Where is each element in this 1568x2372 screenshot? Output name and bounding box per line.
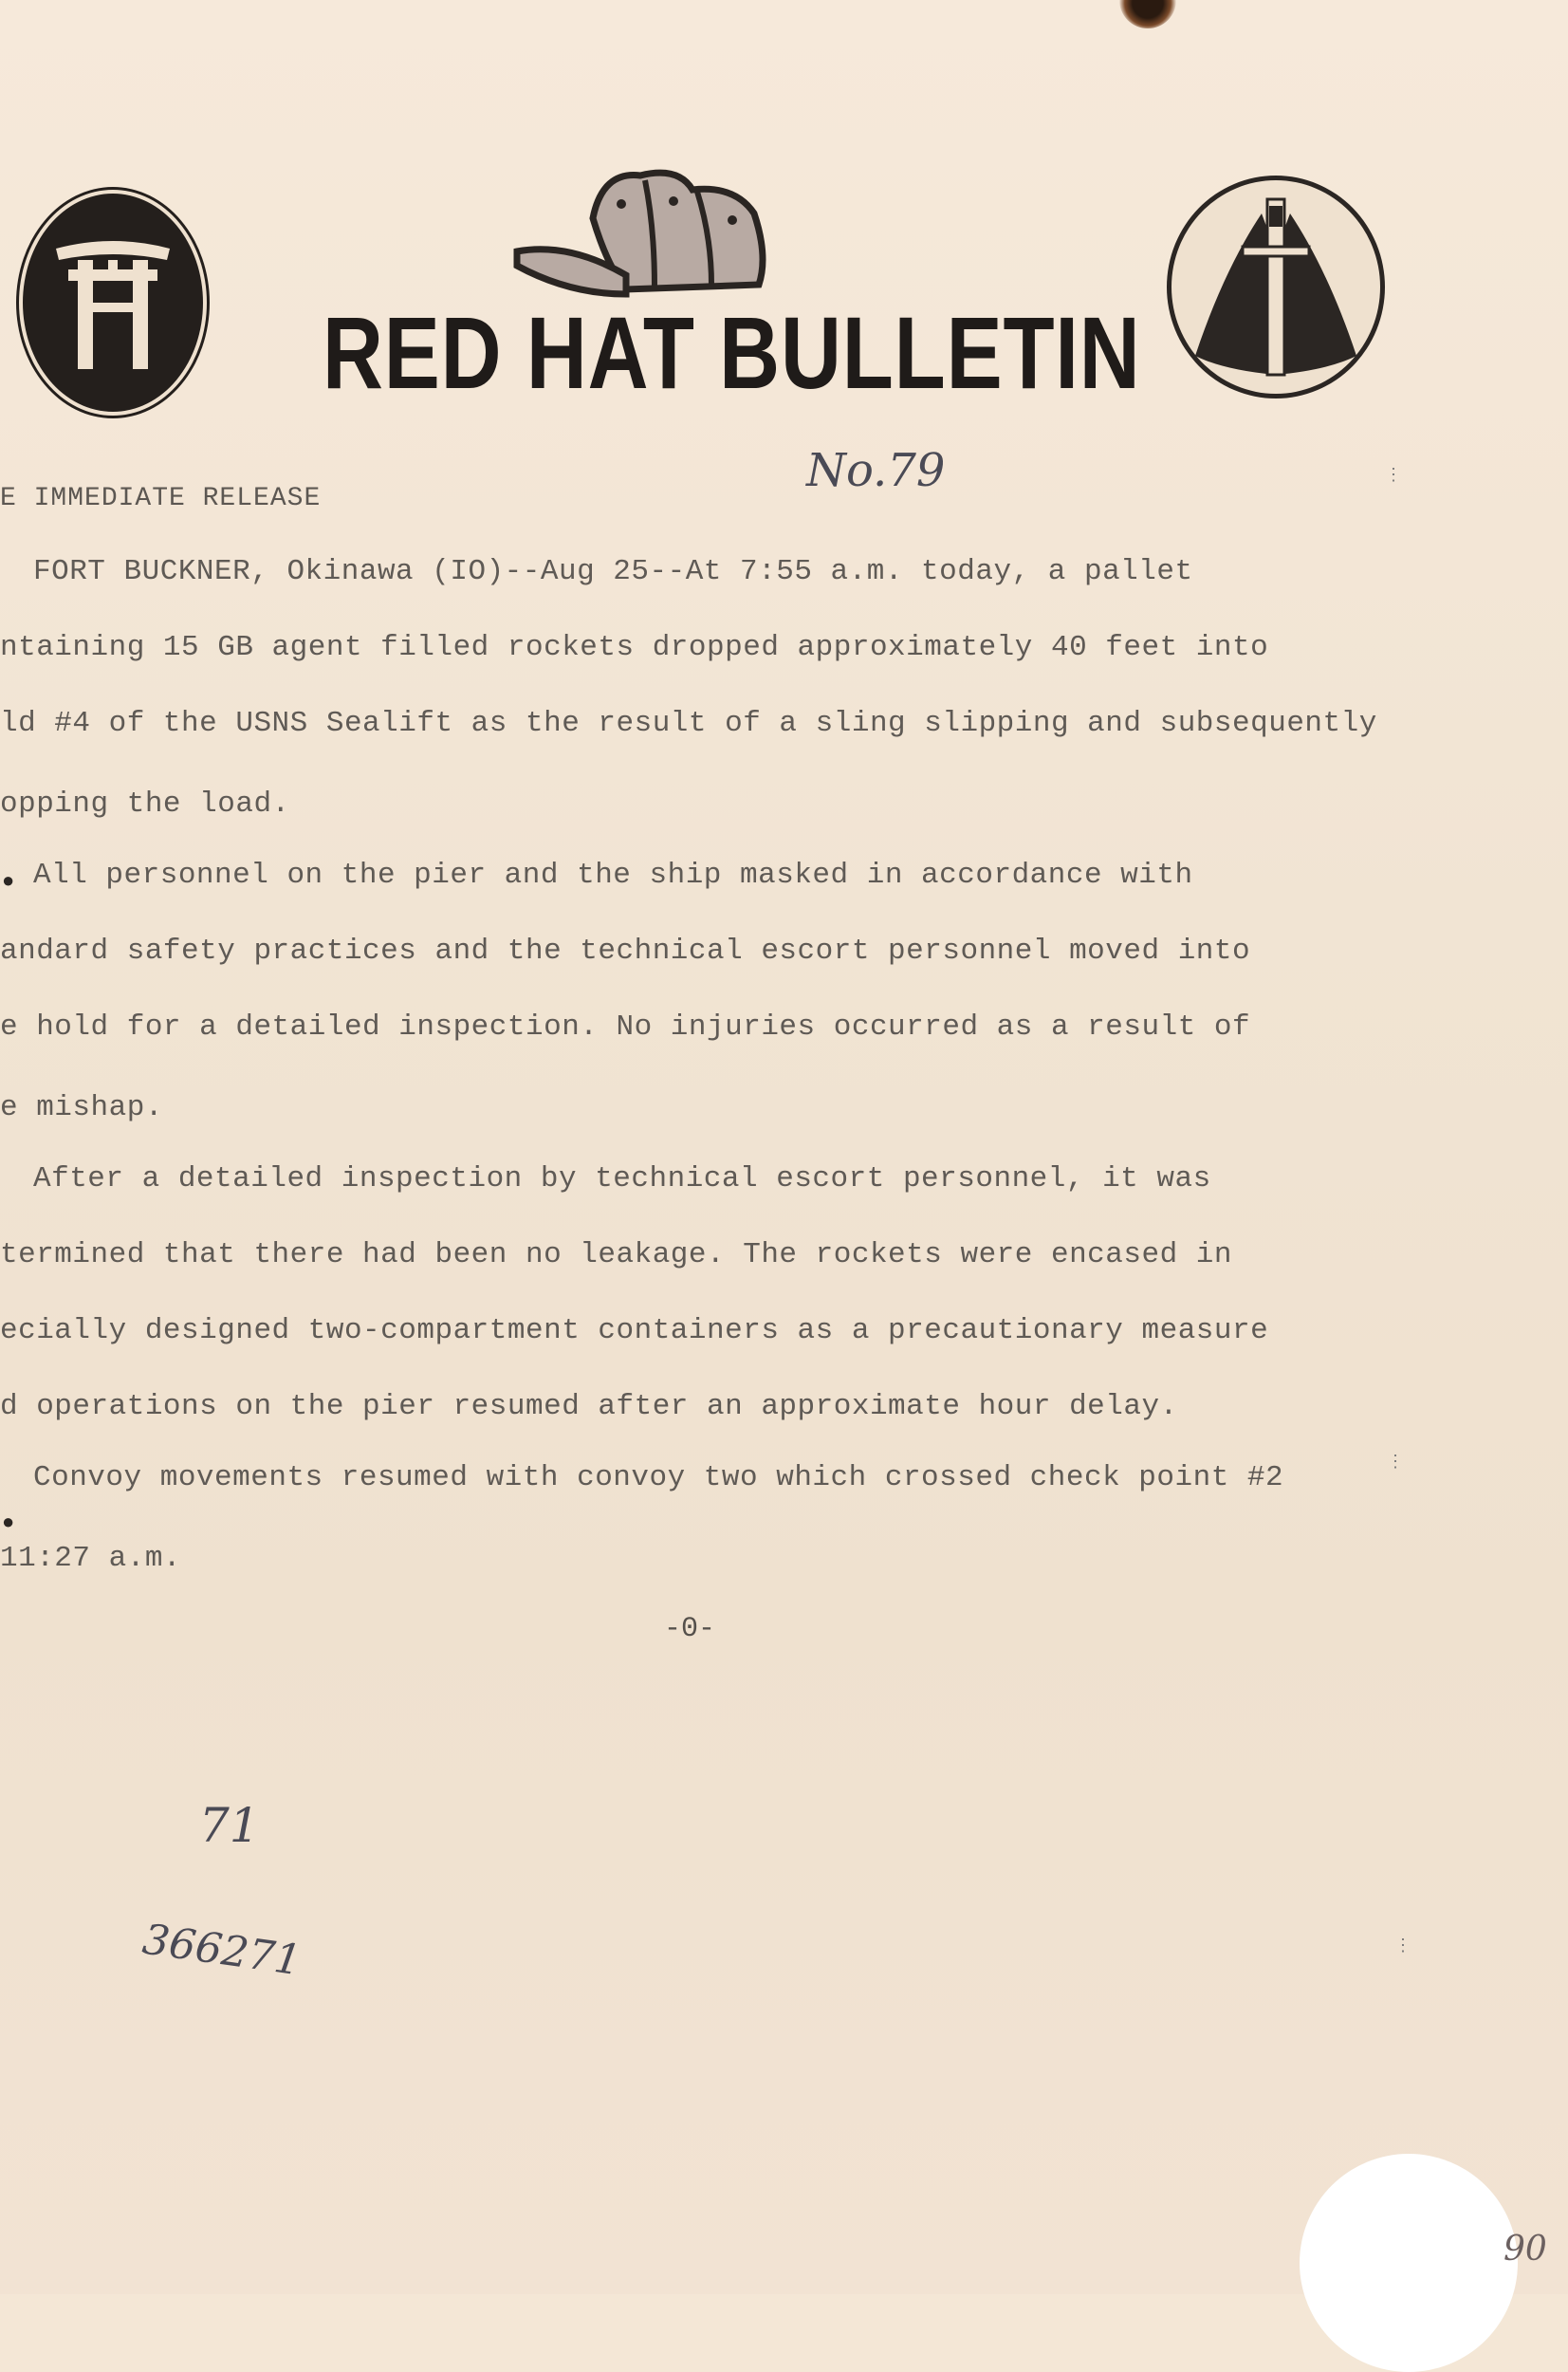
torii-gate-emblem [19, 190, 207, 416]
binder-hole-mark: ● [2, 870, 15, 894]
handwritten-note: 71 [199, 1798, 260, 1853]
paragraph-line: d operations on the pier resumed after an approximate hour delay. [0, 1390, 1178, 1423]
burn-mark [1119, 0, 1176, 28]
handwritten-note: 366271 [139, 1915, 304, 1986]
handwritten-page-number: 90 [1503, 2230, 1547, 2269]
end-mark: -0- [664, 1613, 716, 1645]
paragraph-line: andard safety practices and the technical escort personnel moved into [0, 935, 1251, 968]
torii-gate-icon [51, 232, 175, 374]
edge-specks: ⋮ [1387, 1454, 1404, 1473]
paragraph-line: opping the load. [0, 788, 290, 821]
paragraph-line: All personnel on the pier and the ship masked in accordance with [33, 859, 1193, 892]
paragraph-line: e hold for a detailed inspection. No injuries occurred as a result of [0, 1010, 1251, 1044]
paragraph-line: After a detailed inspection by technical escort personnel, it was [33, 1162, 1211, 1195]
sword-mountain-icon [1186, 195, 1366, 380]
release-heading: E IMMEDIATE RELEASE [0, 484, 322, 513]
edge-specks: ⋮ [1385, 467, 1402, 486]
bulletin-title: RED HAT BULLETIN [323, 295, 1141, 410]
sword-mountain-emblem [1167, 176, 1385, 398]
paragraph-line: e mishap. [0, 1091, 163, 1124]
page-notch [1300, 2154, 1518, 2372]
paragraph-line: ecially designed two-compartment containers as a precautionary measure [0, 1314, 1269, 1347]
paragraph-line: ntaining 15 GB agent filled rockets dropped approximately 40 feet into [0, 631, 1269, 664]
paragraph-line: termined that there had been no leakage. The rockets were encased in [0, 1238, 1233, 1271]
paragraph-line: FORT BUCKNER, Okinawa (IO)--Aug 25--At 7:55 a.m. today, a pallet [33, 555, 1193, 588]
red-hat-icon [512, 161, 778, 304]
paragraph-line: ld #4 of the USNS Sealift as the result of a sling slipping and subsequently [0, 707, 1377, 740]
edge-specks: ⋮ [1394, 1937, 1411, 1956]
binder-hole-mark: ● [2, 1511, 15, 1535]
paragraph-line: Convoy movements resumed with convoy two which crossed check point #2 [33, 1461, 1284, 1494]
handwritten-bulletin-number: No.79 [806, 444, 946, 497]
paragraph-line: 11:27 a.m. [0, 1542, 182, 1575]
